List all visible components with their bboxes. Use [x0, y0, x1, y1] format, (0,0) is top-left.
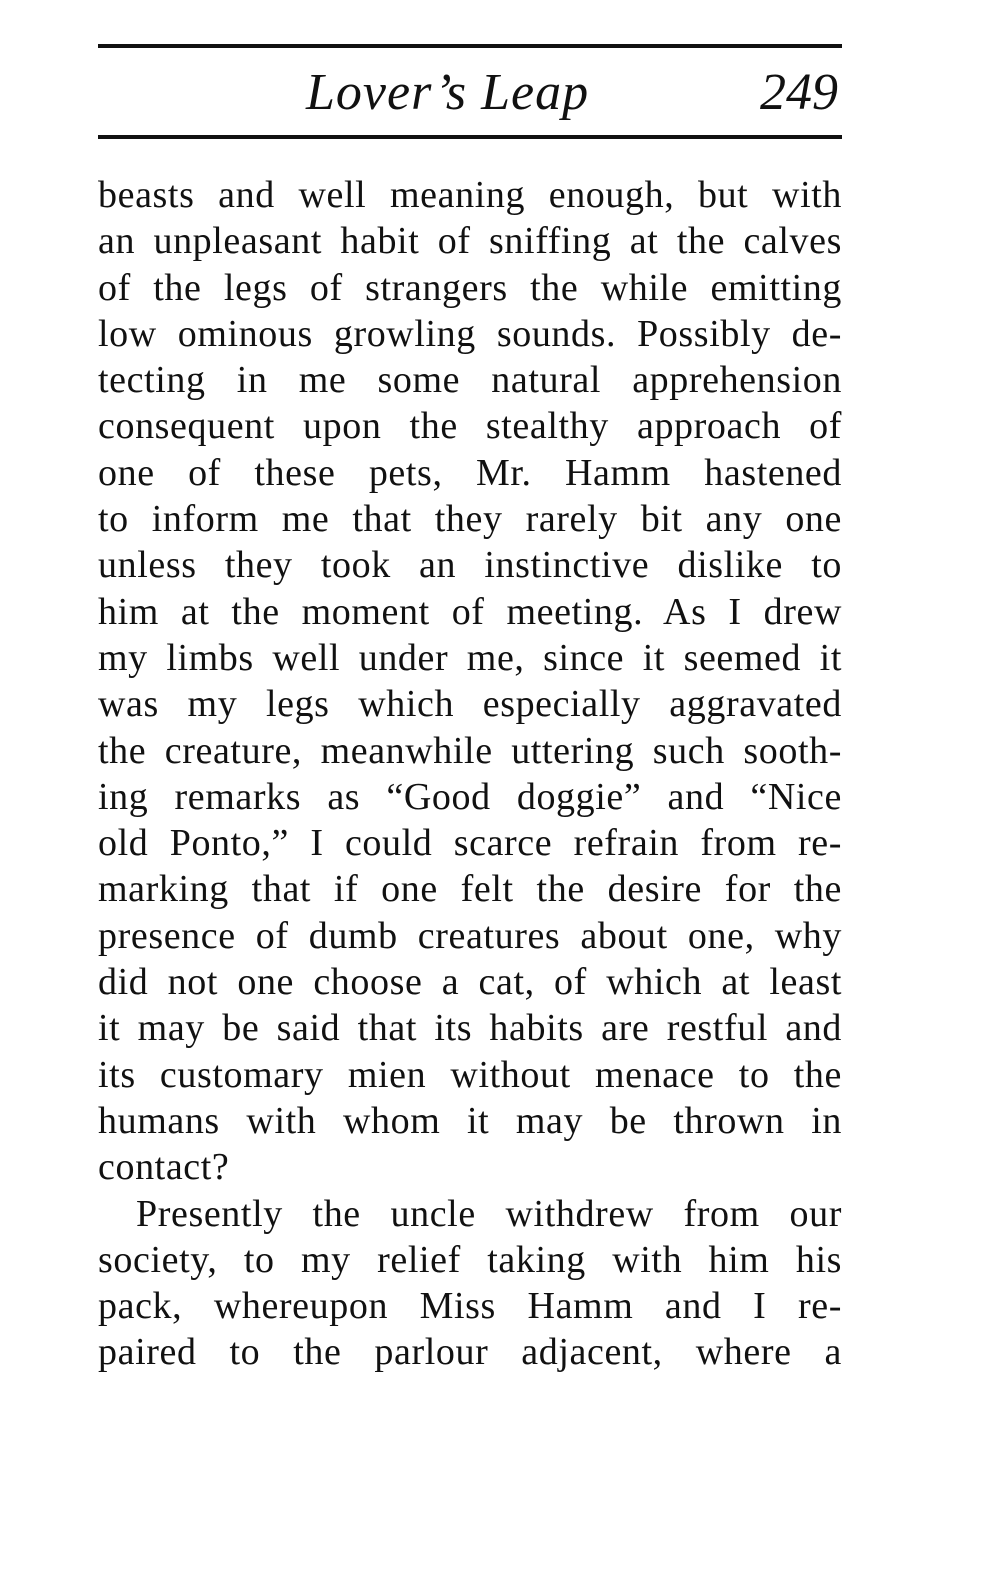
text-line: marking that if one felt the desire for the	[98, 868, 842, 911]
text-line: contact?	[98, 1146, 230, 1189]
text-line: its customary mien without menace to the	[98, 1053, 842, 1096]
text-line: old Ponto,” I could scarce refrain from re-	[98, 822, 842, 865]
text-line: tecting in me some natural apprehension	[98, 359, 842, 402]
text-line: paired to the parlour adjacent, where a	[98, 1331, 842, 1374]
text-line: one of these pets, Mr. Hamm hastened	[98, 451, 842, 494]
text-line: Presently the uncle withdrew from our	[136, 1192, 842, 1235]
text-line: ing remarks as “Good doggie” and “Nice	[98, 775, 842, 818]
text-line: of the legs of strangers the while emitting	[98, 266, 842, 309]
running-header	[98, 62, 842, 132]
text-line: low ominous growling sounds. Possibly de-	[98, 312, 842, 355]
text-line: society, to my relief taking with him his	[98, 1238, 842, 1281]
running-title: Lover’s Leap	[306, 64, 590, 121]
text-line: consequent upon the stealthy approach of	[98, 405, 842, 448]
paragraph-1	[98, 172, 842, 1191]
text-line: beasts and well meaning enough, but with	[98, 174, 842, 216]
text-line: did not one choose a cat, of which at least	[98, 961, 842, 1004]
text-line: my limbs well under me, since it seemed it	[98, 636, 842, 679]
body-text	[98, 172, 842, 1376]
paragraph-2	[98, 1191, 842, 1376]
text-line: presence of dumb creatures about one, why	[98, 914, 842, 957]
text-line: to inform me that they rarely bit any one	[98, 498, 842, 541]
header-top-rule	[98, 44, 842, 48]
text-line: humans with whom it may be thrown in	[98, 1099, 842, 1142]
text-line: it may be said that its habits are restful and	[98, 1007, 842, 1050]
text-line: unless they took an instinctive dislike to	[98, 544, 842, 587]
text-line: was my legs which especially aggravated	[98, 683, 842, 726]
header-bottom-rule	[98, 135, 842, 139]
text-line: him at the moment of meeting. As I drew	[98, 590, 842, 633]
text-line: pack, whereupon Miss Hamm and I re-	[98, 1285, 842, 1328]
page-number: 249	[760, 64, 838, 121]
text-line: the creature, meanwhile uttering such sooth-	[98, 729, 842, 772]
text-line: an unpleasant habit of sniffing at the calves	[98, 220, 842, 263]
